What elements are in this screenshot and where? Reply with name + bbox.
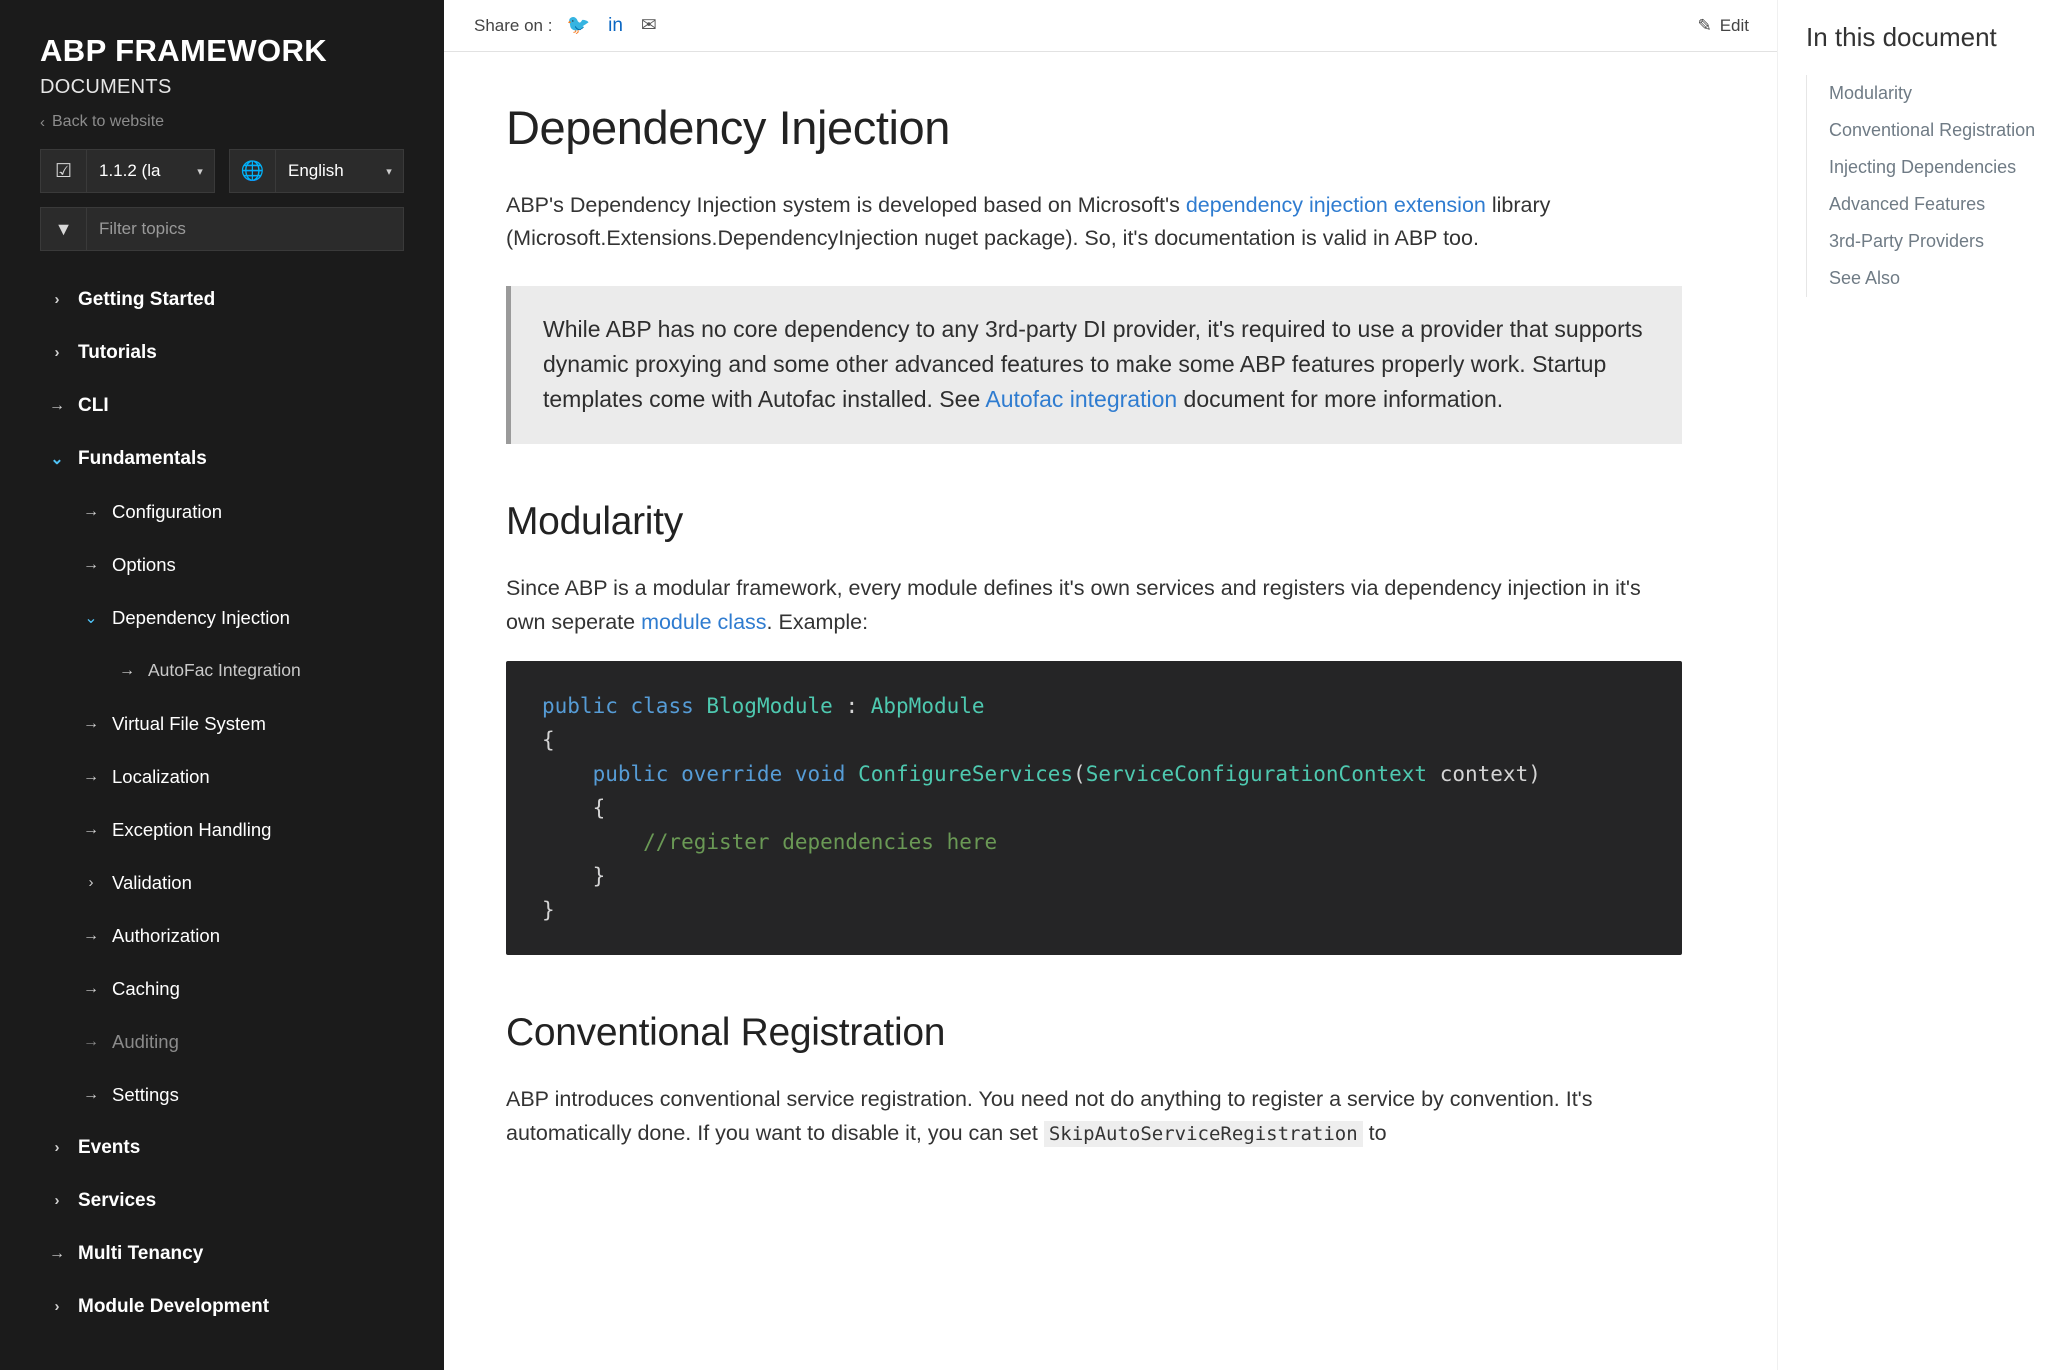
back-to-website-label: Back to website [52, 113, 165, 131]
brand-block [0, 0, 444, 131]
note-text [543, 312, 1652, 417]
sidebar-item-label: CLI [78, 394, 109, 416]
toc-title: In this document [1806, 22, 1997, 52]
note-text-2: document for more information. [1177, 385, 1504, 412]
sidebar-item-label: Authorization [112, 924, 220, 946]
chevron-right-icon: › [54, 1139, 60, 1157]
sidebar-nav [0, 273, 444, 1333]
brand-subtitle: DOCUMENTS [40, 76, 172, 99]
sidebar-item-label: Module Development [78, 1295, 270, 1317]
toc-item-modularity[interactable]: Modularity [1829, 83, 1913, 103]
intro-paragraph [506, 189, 1682, 256]
main-content [444, 0, 1777, 1370]
language-select[interactable] [229, 149, 404, 193]
sidebar-item-auditing[interactable] [0, 1015, 444, 1068]
autofac-integration-link[interactable]: Autofac integration [985, 385, 1178, 412]
sidebar-item-exception-handling[interactable] [0, 803, 444, 856]
modularity-text-1: Since ABP is a modular framework, every module defines it's own services and registers via dependency injection in it's own seperate [506, 576, 1641, 634]
sidebar-item-dependency-injection[interactable] [0, 591, 444, 644]
note-text-1: While ABP has no core dependency to any 3rd-party DI provider, it's required to use a provider that supports dynamic proxying and some other advanced features to make some ABP features properly work. Startup templates come with Autofac installed. See [543, 315, 1643, 412]
conventional-text-2: to [1362, 1120, 1387, 1145]
sidebar-item-label: Localization [112, 765, 210, 787]
toc-list [1806, 75, 2045, 297]
in-this-document-panel [1777, 0, 2067, 1370]
sidebar-item-label: Auditing [112, 1030, 179, 1052]
heading-conventional-registration: Conventional Registration [506, 1011, 946, 1055]
mail-icon[interactable]: ✉ [640, 15, 657, 36]
toc-item-conventional-registration[interactable]: Conventional Registration [1829, 120, 2036, 140]
chevron-right-icon: › [54, 344, 60, 362]
arrow-right-icon: → [83, 1085, 99, 1103]
sidebar-item-tutorials[interactable] [0, 326, 444, 379]
sidebar-item-label: Getting Started [78, 288, 216, 310]
sidebar-item-label: Virtual File System [112, 712, 266, 734]
note-callout [506, 286, 1682, 445]
share-icon-group [566, 16, 656, 35]
arrow-right-icon: → [49, 1244, 65, 1262]
sidebar-item-services[interactable] [0, 1174, 444, 1227]
sidebar-item-label: Configuration [112, 500, 223, 522]
sidebar-item-authorization[interactable] [0, 909, 444, 962]
sidebar [0, 0, 444, 1370]
chevron-right-icon: › [54, 291, 60, 309]
code-content: public class BlogModule : AbpModule { public override void ConfigureServices(ServiceConfigurationContext context) { //register dependencies here } } [542, 694, 1541, 923]
chevron-right-icon: › [88, 874, 94, 892]
sidebar-item-validation[interactable] [0, 856, 444, 909]
arrow-right-icon: → [49, 396, 65, 414]
modularity-paragraph [506, 572, 1682, 639]
arrow-right-icon: → [83, 502, 99, 520]
brand-title: ABP FRAMEWORK [40, 33, 328, 68]
page-title: Dependency Injection [506, 101, 951, 154]
module-class-link[interactable]: module class [641, 609, 767, 634]
selector-row [0, 131, 444, 193]
chevron-down-icon: ▾ [386, 165, 392, 178]
arrow-right-icon: → [83, 926, 99, 944]
arrow-right-icon: → [83, 555, 99, 573]
share-label: Share on : [474, 15, 553, 35]
filter-icon: ▼ [41, 208, 87, 250]
sidebar-item-multi-tenancy[interactable] [0, 1227, 444, 1280]
chevron-right-icon: › [54, 1298, 60, 1316]
heading-modularity: Modularity [506, 500, 683, 544]
sidebar-item-label: Caching [112, 977, 180, 999]
sidebar-item-autofac-integration[interactable] [0, 644, 444, 697]
sidebar-item-label: Dependency Injection [112, 606, 290, 628]
arrow-right-icon: → [83, 714, 99, 732]
toc-item-injecting-dependencies[interactable]: Injecting Dependencies [1829, 157, 2017, 177]
intro-text-1: ABP's Dependency Injection system is developed based on Microsoft's [506, 193, 1186, 217]
sidebar-item-fundamentals[interactable] [0, 432, 444, 485]
share-bar [444, 0, 1777, 52]
sidebar-item-label: Fundamentals [78, 447, 207, 469]
sidebar-item-events[interactable] [0, 1121, 444, 1174]
modularity-text-2: . Example: [766, 609, 869, 634]
globe-icon: 🌐 [230, 150, 276, 192]
arrow-right-icon: → [119, 661, 135, 679]
sidebar-item-options[interactable] [0, 538, 444, 591]
sidebar-item-getting-started[interactable] [0, 273, 444, 326]
document-body [444, 52, 1744, 1208]
sidebar-item-label: Services [78, 1189, 157, 1211]
chevron-down-icon: ▾ [197, 165, 203, 178]
sidebar-item-cli[interactable] [0, 379, 444, 432]
edit-button-label: Edit [1719, 15, 1749, 35]
sidebar-item-label: Exception Handling [112, 818, 272, 840]
version-select[interactable] [40, 149, 215, 193]
sidebar-item-virtual-file-system[interactable] [0, 697, 444, 750]
filter-topics-input[interactable] [87, 208, 403, 250]
sidebar-item-module-development[interactable] [0, 1280, 444, 1333]
toc-item-see-also[interactable]: See Also [1829, 268, 1901, 288]
toc-item-advanced-features[interactable]: Advanced Features [1829, 194, 1986, 214]
arrow-right-icon: → [83, 979, 99, 997]
conventional-paragraph [506, 1083, 1682, 1150]
sidebar-item-settings[interactable] [0, 1068, 444, 1121]
intro-text-2: library (Microsoft.Extensions.DependencyInjection nuget package). So, it's documentation is valid in ABP too. [506, 193, 1551, 251]
version-select-value: 1.1.2 (la [99, 161, 161, 181]
chevron-right-icon: › [54, 1192, 60, 1210]
twitter-icon[interactable]: 🐦 [566, 15, 591, 36]
checkbox-icon: ☑ [41, 150, 87, 192]
filter-topics-row[interactable] [40, 207, 404, 251]
sidebar-item-configuration[interactable] [0, 485, 444, 538]
chevron-down-icon: ⌄ [84, 609, 98, 627]
sidebar-item-label: AutoFac Integration [148, 660, 301, 681]
arrow-right-icon: → [83, 820, 99, 838]
sidebar-item-label: Validation [112, 871, 192, 893]
sidebar-item-label: Events [78, 1136, 141, 1158]
toc-item-3rd-party-providers[interactable]: 3rd-Party Providers [1829, 231, 1985, 251]
language-select-value: English [288, 161, 344, 181]
conventional-text-1: ABP introduces conventional service registration. You need not do anything to register a service by convention. It's automatically done. If you want to disable it, you can set [506, 1087, 1593, 1145]
arrow-right-icon: → [83, 767, 99, 785]
sidebar-item-localization[interactable] [0, 750, 444, 803]
chevron-left-icon: ‹ [40, 113, 45, 131]
code-block-blogmodule [506, 661, 1682, 955]
back-to-website-link[interactable] [40, 113, 404, 131]
edit-button[interactable] [1697, 16, 1749, 36]
sidebar-item-label: Options [112, 553, 176, 575]
chevron-down-icon: ⌄ [50, 450, 64, 468]
edit-pencil-icon: ✎ [1697, 15, 1712, 35]
arrow-right-icon: → [83, 1032, 99, 1050]
inline-code-skipautoserviceregistration: SkipAutoServiceRegistration [1044, 1121, 1363, 1147]
sidebar-item-label: Tutorials [78, 341, 157, 363]
sidebar-item-caching[interactable] [0, 962, 444, 1015]
dependency-injection-extension-link[interactable]: dependency injection extension [1185, 193, 1486, 217]
sidebar-item-label: Multi Tenancy [78, 1242, 204, 1264]
linkedin-icon[interactable]: in [608, 15, 623, 36]
sidebar-item-label: Settings [112, 1083, 179, 1105]
document-scroll-area[interactable] [444, 52, 1777, 1370]
